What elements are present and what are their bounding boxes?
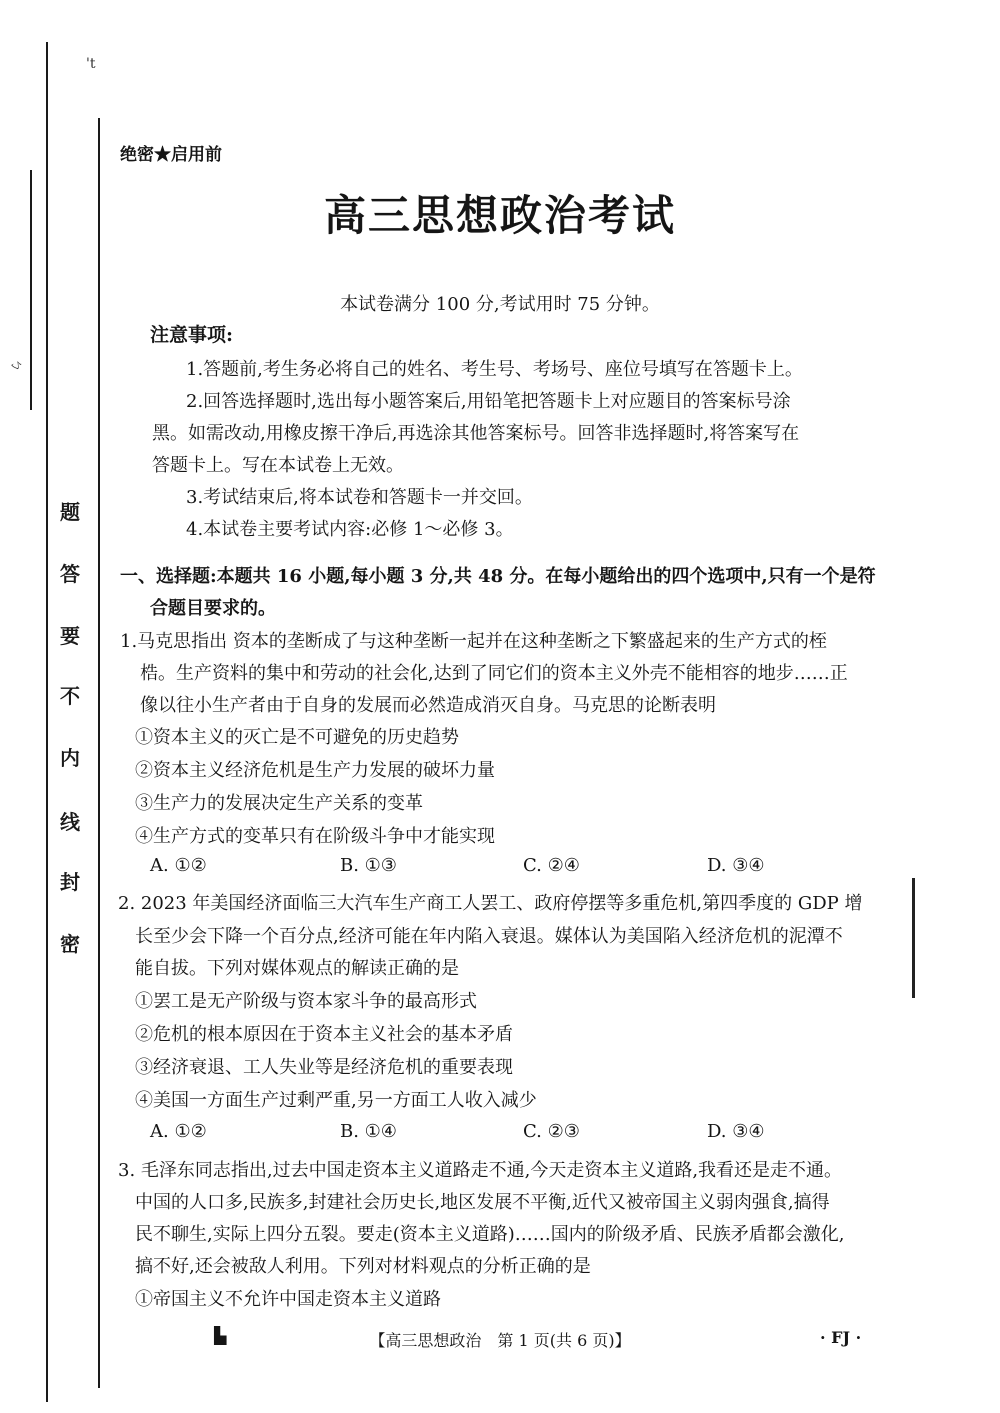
option-c[interactable]: C. ②④ xyxy=(523,855,580,876)
notes-heading: 注意事项: xyxy=(150,324,234,346)
option-a[interactable]: A. ①② xyxy=(150,1121,207,1142)
seal-char: 线 xyxy=(60,810,80,834)
question-item: ①罢工是无产阶级与资本家斗争的最高形式 xyxy=(135,991,477,1012)
question-item: ③经济衰退、工人失业等是经济危机的重要表现 xyxy=(135,1057,513,1078)
question-stem: 3. 毛泽东同志指出,过去中国走资本主义道路走不通,今天走资本主义道路,我看还是走不通。 xyxy=(118,1160,843,1181)
question-stem: 中国的人口多,民族多,封建社会历史长,地区发展不平衡,近代又被帝国主义弱肉强食,搞得 xyxy=(135,1192,830,1213)
seal-char: 密 xyxy=(60,932,80,956)
option-b[interactable]: B. ①③ xyxy=(340,855,397,876)
question-item: ②资本主义经济危机是生产力发展的破坏力量 xyxy=(135,760,495,781)
seal-char: 封 xyxy=(60,870,80,894)
question-item: ①资本主义的灭亡是不可避免的历史趋势 xyxy=(135,727,459,748)
question-item: ③生产力的发展决定生产关系的变革 xyxy=(135,793,423,814)
margin-top-mark: 't xyxy=(86,56,96,72)
region-code: · FJ · xyxy=(820,1328,862,1347)
note-line: 答题卡上。写在本试卷上无效。 xyxy=(152,455,404,476)
question-stem: 民不聊生,实际上四分五裂。要走(资本主义道路)……国内的阶级矛盾、民族矛盾都会激化, xyxy=(135,1224,845,1245)
question-stem: 长至少会下降一个百分点,经济可能在年内陷入衰退。媒体认为美国陷入经济危机的泥潭不 xyxy=(135,926,843,947)
section-heading: 一、选择题:本题共 16 小题,每小题 3 分,共 48 分。在每小题给出的四个选项中,只有一个是符 xyxy=(120,566,876,587)
option-d[interactable]: D. ③④ xyxy=(707,855,765,876)
question-item: ④美国一方面生产过剩严重,另一方面工人收入减少 xyxy=(135,1090,537,1111)
seal-char: 不 xyxy=(60,684,80,708)
question-item: ①帝国主义不允许中国走资本主义道路 xyxy=(135,1289,441,1310)
note-line: 3.考试结束后,将本试卷和答题卡一并交回。 xyxy=(186,487,533,508)
seal-char: 答 xyxy=(60,562,80,586)
printer-mark-icon: ▙ xyxy=(214,1326,227,1345)
option-d[interactable]: D. ③④ xyxy=(707,1121,765,1142)
option-b[interactable]: B. ①④ xyxy=(340,1121,397,1142)
seal-char: 内 xyxy=(60,746,80,770)
question-stem: 搞不好,还会被敌人利用。下列对材料观点的分析正确的是 xyxy=(135,1256,591,1277)
section-heading-cont: 合题目要求的。 xyxy=(150,598,276,619)
note-line: 4.本试卷主要考试内容:必修 1～必修 3。 xyxy=(186,519,514,540)
question-stem: 梏。生产资料的集中和劳动的社会化,达到了同它们的资本主义外壳不能相容的地步……正 xyxy=(140,663,848,684)
question-stem: 能自拔。下列对媒体观点的解读正确的是 xyxy=(135,958,459,979)
note-line: 黑。如需改动,用橡皮擦干净后,再选涂其他答案标号。回答非选择题时,将答案写在 xyxy=(152,423,800,444)
note-line: 2.回答选择题时,选出每小题答案后,用铅笔把答题卡上对应题目的答案标号涂 xyxy=(186,391,791,412)
question-item: ④生产方式的变革只有在阶级斗争中才能实现 xyxy=(135,826,495,847)
page-footer: 【高三思想政治 第 1 页(共 6 页)】 xyxy=(369,1331,631,1350)
question-item: ②危机的根本原因在于资本主义社会的基本矛盾 xyxy=(135,1024,513,1045)
page-title: 高三思想政治考试 xyxy=(323,191,676,240)
margin-side-mark: ㄅ xyxy=(8,358,24,372)
question-stem: 1.马克思指出 资本的垄断成了与这种垄断一起并在这种垄断之下繁盛起来的生产方式的桎 xyxy=(120,631,827,652)
exam-info: 本试卷满分 100 分,考试用时 75 分钟。 xyxy=(340,294,660,315)
scan-mark xyxy=(912,878,915,998)
question-stem: 2. 2023 年美国经济面临三大汽车生产商工人罢工、政府停摆等多重危机,第四季度的 GDP 增 xyxy=(118,893,863,914)
option-a[interactable]: A. ①② xyxy=(150,855,207,876)
seal-char: 题 xyxy=(60,500,80,524)
binding-line-outer xyxy=(46,42,48,1402)
option-c[interactable]: C. ②③ xyxy=(523,1121,580,1142)
note-line: 1.答题前,考生务必将自己的姓名、考生号、考场号、座位号填写在答题卡上。 xyxy=(186,359,803,380)
question-stem: 像以往小生产者由于自身的发展而必然造成消灭自身。马克思的论断表明 xyxy=(140,695,716,716)
secret-label: 绝密★启用前 xyxy=(120,145,222,165)
seal-char: 要 xyxy=(60,624,80,648)
